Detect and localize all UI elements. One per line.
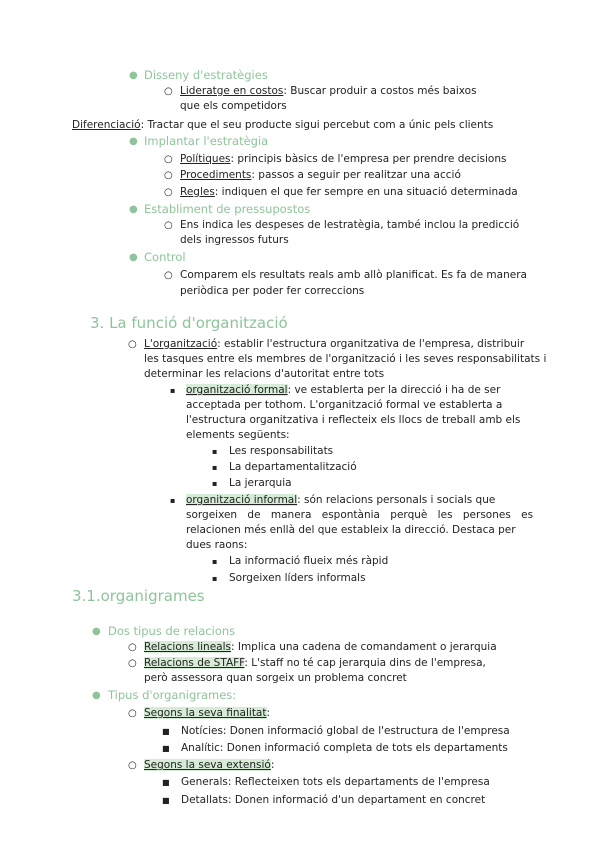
bullet-dot-icon: ●	[129, 204, 138, 215]
relacions-staff-line-2: però assessora quan sorgeix un problema concret	[144, 672, 407, 684]
bullet-square-icon: ▪	[170, 386, 176, 395]
control-text-2: periòdica per poder fer correccions	[180, 285, 365, 297]
relacions-staff-term: Relacions de STAFF	[144, 657, 245, 669]
bullet-circle-icon: ○	[164, 86, 173, 97]
finalitat-colon: :	[266, 707, 271, 719]
bullet-square-icon: ▪	[170, 496, 176, 505]
formal-line-4: elements següents:	[186, 429, 290, 441]
list-item-tipus-organigrames: Tipus d'organigrames:	[108, 688, 237, 702]
section-heading-3: 3. La funció d'organització	[90, 314, 288, 332]
control-text-1: Comparem els resultats reals amb allò planificat. Es fa de manera	[180, 269, 527, 281]
bullet-circle-icon: ○	[164, 220, 173, 231]
extensio-colon: :	[270, 759, 275, 771]
relacions-lineals-text: : Implica una cadena de comandament o jerarquia	[230, 641, 497, 653]
relacions-staff-text: : L'staff no té cap jerarquia dins de l'empresa,	[244, 657, 486, 669]
relacions-lineals-line	[144, 640, 497, 655]
relacions-lineals-term: Relacions lineals	[144, 641, 231, 653]
bullet-dot-icon: ●	[92, 690, 101, 701]
bullet-dot-icon: ●	[129, 70, 138, 81]
bullet-square-icon: ▪	[212, 574, 218, 583]
finalitat-term: Segons la seva finalitat	[144, 707, 267, 719]
regles-line	[180, 185, 518, 200]
bullet-square-icon: ■	[162, 778, 170, 787]
organitzacio-text: : establir l'estructura organitzativa de l'empresa, distribuir	[217, 338, 525, 350]
informal-line-1	[186, 493, 513, 508]
organitzacio-term: L'organització	[144, 338, 218, 350]
diferenciacio-line	[72, 118, 493, 133]
regles-text: : indiquen el que fer sempre en una situació determinada	[214, 186, 518, 198]
finalitat-item-analitic: Analític: Donen informació completa de tots els departaments	[181, 742, 508, 754]
lideratge-line	[180, 84, 477, 99]
lideratge-text: : Buscar produir a costos més baixos	[283, 85, 477, 97]
organitzacio-line-1	[144, 337, 524, 352]
formal-term: organització formal	[186, 384, 288, 396]
bullet-square-icon: ▪	[212, 463, 218, 472]
formal-line-2: acceptada per tothom. L'organització formal ve establerta a	[186, 399, 503, 411]
bullet-dot-icon: ●	[129, 136, 138, 147]
bullet-square-icon: ■	[162, 727, 170, 736]
formal-item-2: La departamentalització	[229, 461, 357, 473]
finalitat-item-noticies: Notícies: Donen informació global de l'estructura de l'empresa	[181, 725, 510, 737]
bullet-square-icon: ▪	[212, 447, 218, 456]
politiques-text: : principis bàsics de l'empresa per prendre decisions	[230, 153, 507, 165]
procediments-line	[180, 168, 461, 183]
bullet-square-icon: ■	[162, 796, 170, 805]
pressupostos-text-1: Ens indica les despeses de lestratègia, també inclou la predicció	[180, 219, 520, 231]
bullet-square-icon: ▪	[212, 557, 218, 566]
bullet-circle-icon: ○	[164, 154, 173, 165]
bullet-circle-icon: ○	[164, 170, 173, 181]
organitzacio-line-3: determinar les relacions d'autoritat entre tots	[144, 368, 385, 380]
formal-text: : ve establerta per la direcció i ha de ser	[287, 384, 501, 396]
informal-item-1: La informació flueix més ràpid	[229, 555, 389, 567]
informal-item-2: Sorgeixen líders informals	[229, 572, 366, 584]
bullet-square-icon: ▪	[212, 479, 218, 488]
bullet-circle-icon: ○	[128, 339, 137, 350]
bullet-square-icon: ■	[162, 744, 170, 753]
list-item-disseny: Disseny d'estratègies	[144, 68, 268, 82]
list-item-establiment: Establiment de pressupostos	[144, 202, 311, 216]
section-heading-3-1: 3.1.organigrames	[72, 587, 205, 605]
lideratge-term: Lideratge en costos	[180, 85, 284, 97]
informal-line-4: dues raons:	[186, 539, 248, 551]
extensio-term: Segons la seva extensió	[144, 759, 271, 771]
informal-line-3: relacionen més enllà del que estableix la direcció. Destaca per	[186, 524, 516, 536]
informal-line-2	[186, 508, 534, 523]
finalitat-line	[144, 706, 270, 721]
informal-text-2: sorgeixen de manera espontània perquè les persones es	[186, 509, 534, 521]
formal-item-1: Les responsabilitats	[229, 445, 334, 457]
regles-term: Regles	[180, 186, 215, 198]
politiques-term: Polítiques	[180, 153, 231, 165]
list-item-control: Control	[144, 250, 186, 264]
formal-line-3: l'estructura organitzativa i reflecteix els llocs de treball amb els	[186, 414, 521, 426]
formal-item-3: La jerarquia	[229, 477, 292, 489]
informal-text: : són relacions personals i socials que	[297, 494, 496, 506]
pressupostos-text-2: dels ingressos futurs	[180, 234, 289, 246]
diferenciacio-term: Diferenciació	[72, 119, 141, 131]
relacions-staff-line	[144, 656, 486, 671]
politiques-line	[180, 152, 506, 167]
extensio-item-detallats: Detallats: Donen informació d'un departament en concret	[181, 794, 486, 806]
extensio-item-generals: Generals: Reflecteixen tots els departaments de l'empresa	[181, 776, 490, 788]
bullet-circle-icon: ○	[128, 658, 137, 669]
bullet-dot-icon: ●	[92, 626, 101, 637]
extensio-line	[144, 758, 274, 773]
diferenciacio-text: : Tractar que el seu producte sigui percebut com a únic pels clients	[140, 119, 494, 131]
procediments-term: Procediments	[180, 169, 252, 181]
bullet-circle-icon: ○	[128, 642, 137, 653]
bullet-circle-icon: ○	[164, 270, 173, 281]
lideratge-line-2: que els competidors	[180, 100, 287, 112]
bullet-circle-icon: ○	[128, 708, 137, 719]
list-item-dos-tipus: Dos tipus de relacions	[108, 624, 236, 638]
procediments-text: : passos a seguir per realitzar una acció	[251, 169, 461, 181]
organitzacio-line-2: les tasques entre els membres de l'organització i les seves responsabilitats i	[144, 353, 547, 365]
formal-line-1	[186, 383, 500, 398]
bullet-circle-icon: ○	[128, 760, 137, 771]
informal-term: organització informal	[186, 494, 298, 506]
bullet-circle-icon: ○	[164, 187, 173, 198]
list-item-implantar: Implantar l'estratègia	[144, 134, 269, 148]
bullet-dot-icon: ●	[129, 252, 138, 263]
